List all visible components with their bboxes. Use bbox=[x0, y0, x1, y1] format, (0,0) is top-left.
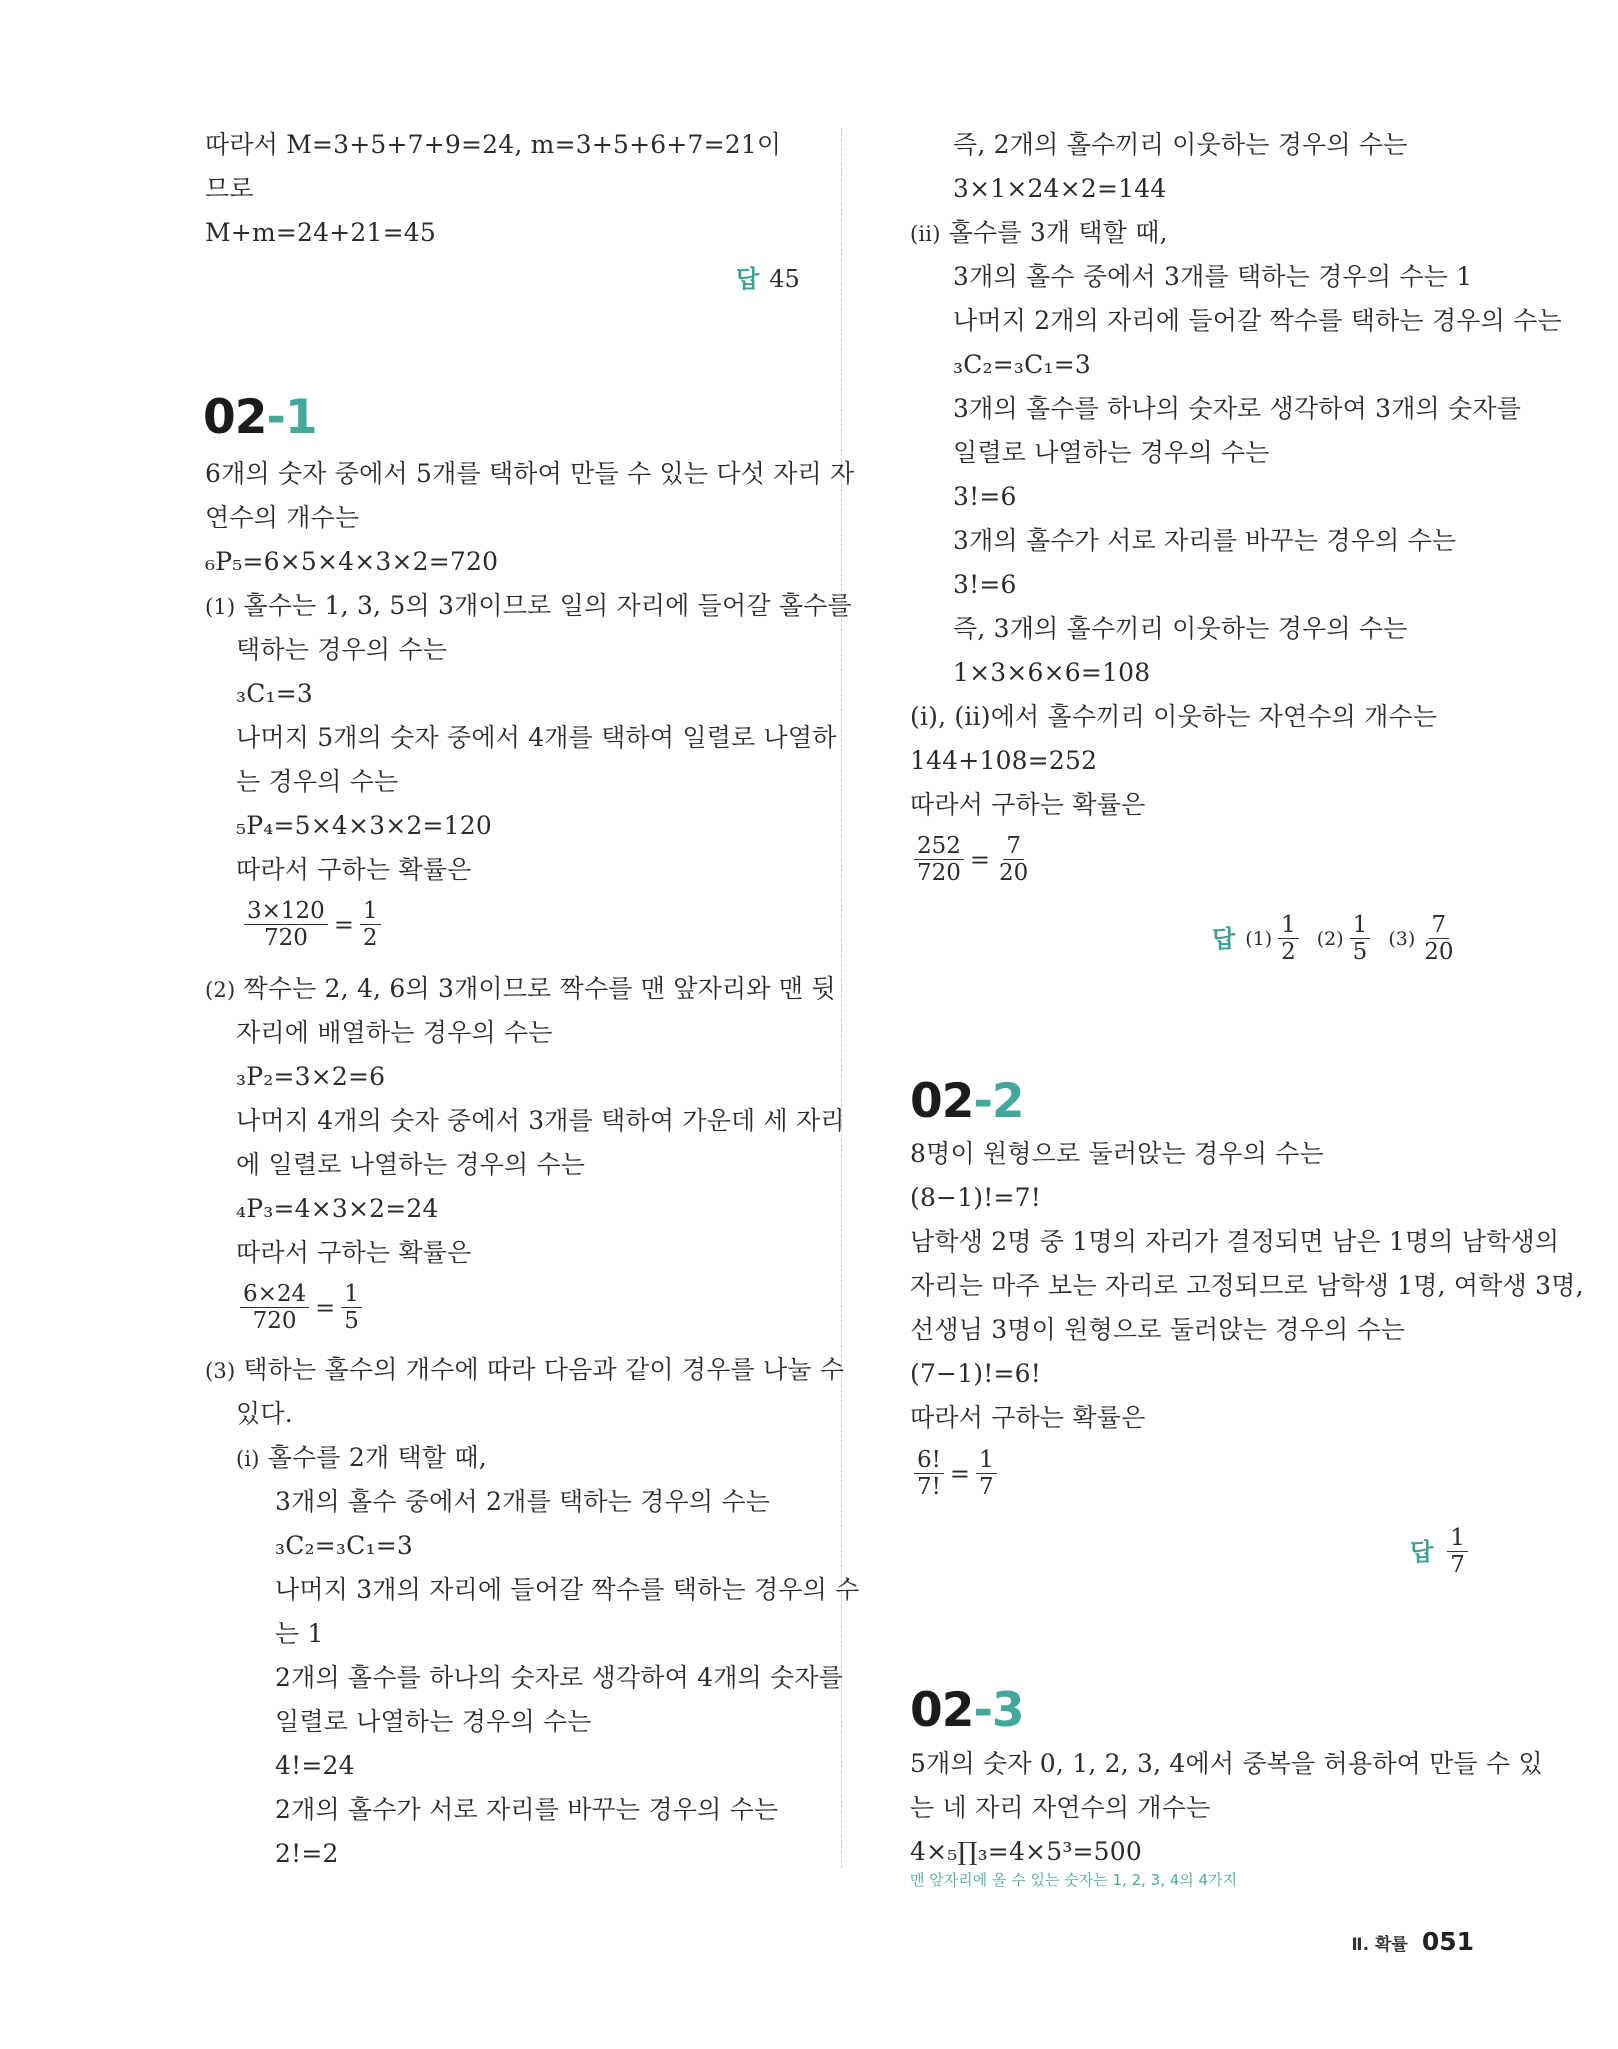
text-line: 따라서 구하는 확률은 bbox=[236, 855, 472, 884]
text-line: 자리에 배열하는 경우의 수는 bbox=[236, 1018, 553, 1047]
item-text: 홀수를 2개 택할 때, bbox=[267, 1443, 487, 1472]
section-heading-02-2 bbox=[910, 1074, 1024, 1130]
text-line: 따라서 구하는 확률은 bbox=[236, 1238, 472, 1267]
text-line: 택하는 경우의 수는 bbox=[236, 635, 448, 664]
text-line: 일렬로 나열하는 경우의 수는 bbox=[275, 1707, 592, 1736]
answer-mark: (2) bbox=[1316, 927, 1344, 950]
equation-line: 144+108=252 bbox=[910, 746, 1098, 775]
fraction bbox=[1421, 912, 1456, 965]
answer-label: 답 bbox=[736, 265, 760, 293]
fraction-equation bbox=[910, 833, 1035, 886]
denominator: 2 bbox=[362, 925, 378, 951]
denominator: 720 bbox=[263, 925, 308, 951]
text-line: 는 경우의 수는 bbox=[236, 767, 399, 796]
equation-line: ₆P₅=6×5×4×3×2=720 bbox=[205, 547, 499, 576]
numerator: 1 bbox=[360, 898, 381, 925]
text-line: 나머지 5개의 숫자 중에서 4개를 택하여 일렬로 나열하 bbox=[236, 723, 837, 752]
text-line: 8명이 원형으로 둘러앉는 경우의 수는 bbox=[910, 1139, 1324, 1168]
fraction bbox=[1350, 912, 1371, 965]
equals-sign: = bbox=[333, 910, 354, 939]
equation-line: 3!=6 bbox=[953, 570, 1017, 599]
text-line bbox=[205, 1353, 844, 1388]
item-mark: (ii) bbox=[910, 222, 941, 246]
numerator: 3×120 bbox=[244, 898, 328, 925]
numerator: 7 bbox=[1003, 833, 1024, 860]
answer bbox=[736, 263, 800, 295]
fraction-equation bbox=[240, 898, 385, 951]
answer bbox=[1212, 912, 1461, 965]
equation-line: 4×₅∏₃=4×5³=500 bbox=[910, 1837, 1142, 1866]
answer-mark: (1) bbox=[1245, 927, 1273, 950]
equation-line: (8−1)!=7! bbox=[910, 1183, 1042, 1212]
text-line: 있다. bbox=[236, 1399, 293, 1428]
fraction-equation bbox=[236, 1281, 366, 1334]
item-text: 택하는 홀수의 개수에 따라 다음과 같이 경우를 나눌 수 bbox=[243, 1355, 845, 1384]
section-heading-02-3 bbox=[910, 1683, 1024, 1739]
denominator: 2 bbox=[1281, 939, 1296, 965]
denominator: 20 bbox=[999, 860, 1029, 886]
equation-line: ₃C₂=₃C₁=3 bbox=[275, 1531, 413, 1560]
answer-value: 45 bbox=[769, 265, 800, 293]
text-line: 3개의 홀수 중에서 2개를 택하는 경우의 수는 bbox=[275, 1487, 771, 1516]
text-line bbox=[205, 972, 836, 1007]
equation-line: (7−1)!=6! bbox=[910, 1359, 1042, 1388]
text-line: M+m=24+21=45 bbox=[205, 218, 436, 247]
text-line: 2개의 홀수가 서로 자리를 바꾸는 경우의 수는 bbox=[275, 1795, 779, 1824]
text-line: 6개의 숫자 중에서 5개를 택하여 만들 수 있는 다섯 자리 자 bbox=[205, 459, 855, 488]
text-line: 남학생 2명 중 1명의 자리가 결정되면 남은 1명의 남학생의 bbox=[910, 1227, 1560, 1256]
text-line: 나머지 2개의 자리에 들어갈 짝수를 택하는 경우의 수는 bbox=[953, 306, 1562, 335]
denominator: 7! bbox=[917, 1474, 941, 1500]
text-line: 는 1 bbox=[275, 1619, 324, 1648]
text-line: 5개의 숫자 0, 1, 2, 3, 4에서 중복을 허용하여 만들 수 있 bbox=[910, 1749, 1543, 1778]
heading-number: 02 bbox=[203, 390, 267, 445]
heading-suffix: 1 bbox=[284, 390, 317, 445]
answer-label: 답 bbox=[1212, 924, 1236, 953]
answer bbox=[1410, 1525, 1472, 1578]
numerator: 6×24 bbox=[240, 1281, 309, 1308]
equation-line: ₅P₄=5×4×3×2=120 bbox=[236, 811, 492, 840]
denominator: 7 bbox=[1450, 1552, 1465, 1578]
numerator: 6! bbox=[914, 1447, 944, 1474]
item-mark: (i) bbox=[236, 1447, 260, 1471]
text-line: 일렬로 나열하는 경우의 수는 bbox=[953, 438, 1270, 467]
section-heading-02-1 bbox=[203, 390, 317, 446]
heading-suffix: 2 bbox=[991, 1074, 1024, 1129]
text-line: (i), (ii)에서 홀수끼리 이웃하는 자연수의 개수는 bbox=[910, 702, 1438, 731]
item-text: 홀수를 3개 택할 때, bbox=[948, 218, 1168, 247]
text-line: 따라서 구하는 확률은 bbox=[910, 790, 1146, 819]
equation-line: ₃P₂=3×2=6 bbox=[236, 1062, 386, 1091]
numerator: 1 bbox=[1350, 912, 1371, 939]
text-line: 2개의 홀수를 하나의 숫자로 생각하여 4개의 숫자를 bbox=[275, 1663, 844, 1692]
text-line: 3개의 홀수가 서로 자리를 바꾸는 경우의 수는 bbox=[953, 526, 1457, 555]
equation-line: 1×3×6×6=108 bbox=[953, 658, 1151, 687]
text-line: 는 네 자리 자연수의 개수는 bbox=[910, 1793, 1211, 1822]
fraction bbox=[341, 1281, 362, 1334]
text-line bbox=[236, 1441, 487, 1476]
numerator: 1 bbox=[341, 1281, 362, 1308]
item-text: 짝수는 2, 4, 6의 3개이므로 짝수를 맨 앞자리와 맨 뒷 bbox=[243, 974, 836, 1003]
item-mark: (3) bbox=[205, 1359, 236, 1383]
equation-line: ₄P₃=4×3×2=24 bbox=[236, 1194, 439, 1223]
text-line: 선생님 3명이 원형으로 둘러앉는 경우의 수는 bbox=[910, 1315, 1406, 1344]
heading-dash: - bbox=[973, 1074, 992, 1129]
text-line: 따라서 M=3+5+7+9=24, m=3+5+6+7=21이 bbox=[205, 130, 782, 159]
text-line: 므로 bbox=[205, 174, 254, 203]
equation-line: 3×1×24×2=144 bbox=[953, 174, 1167, 203]
fraction bbox=[976, 1447, 997, 1500]
heading-dash: - bbox=[266, 390, 285, 445]
text-line: 나머지 3개의 자리에 들어갈 짝수를 택하는 경우의 수 bbox=[275, 1575, 860, 1604]
text-line: 자리는 마주 보는 자리로 고정되므로 남학생 1명, 여학생 3명, bbox=[910, 1271, 1584, 1300]
page-number: 051 bbox=[1421, 1927, 1474, 1956]
text-line bbox=[205, 589, 852, 624]
denominator: 720 bbox=[917, 860, 961, 886]
fraction bbox=[1278, 912, 1299, 965]
text-line: 따라서 구하는 확률은 bbox=[910, 1403, 1146, 1432]
item-mark: (1) bbox=[205, 595, 236, 619]
text-line bbox=[910, 216, 1168, 251]
section-name: Ⅱ. 확률 bbox=[1351, 1935, 1408, 1955]
denominator: 720 bbox=[252, 1308, 297, 1334]
annotation-note: 맨 앞자리에 올 수 있는 숫자는 1, 2, 3, 4의 4가지 bbox=[910, 1871, 1238, 1889]
answer-mark: (3) bbox=[1388, 927, 1416, 950]
numerator: 252 bbox=[914, 833, 964, 860]
denominator: 5 bbox=[344, 1308, 359, 1334]
heading-dash: - bbox=[973, 1683, 992, 1738]
equation-line: 2!=2 bbox=[275, 1839, 339, 1868]
fraction bbox=[996, 833, 1031, 886]
text-line: 3개의 홀수를 하나의 숫자로 생각하여 3개의 숫자를 bbox=[953, 394, 1522, 423]
denominator: 5 bbox=[1352, 939, 1368, 965]
page-footer bbox=[1351, 1927, 1474, 1956]
equation-line: 3!=6 bbox=[953, 482, 1017, 511]
equation-line: ₃C₂=₃C₁=3 bbox=[953, 350, 1091, 379]
item-text: 홀수는 1, 3, 5의 3개이므로 일의 자리에 들어갈 홀수를 bbox=[243, 591, 852, 620]
text-line: 연수의 개수는 bbox=[205, 503, 360, 532]
equals-sign: = bbox=[315, 1293, 336, 1322]
text-line: 3개의 홀수 중에서 3개를 택하는 경우의 수는 1 bbox=[953, 262, 1473, 291]
text-line: 나머지 4개의 숫자 중에서 3개를 택하여 가운데 세 자리 bbox=[236, 1106, 845, 1135]
equation-line: ₃C₁=3 bbox=[236, 679, 314, 708]
equals-sign: = bbox=[949, 1459, 970, 1488]
fraction bbox=[240, 1281, 309, 1334]
item-mark: (2) bbox=[205, 978, 236, 1002]
numerator: 1 bbox=[1447, 1525, 1468, 1552]
fraction bbox=[914, 833, 964, 886]
fraction bbox=[360, 898, 381, 951]
column-divider bbox=[841, 128, 842, 1868]
fraction-equation bbox=[910, 1447, 1001, 1500]
text-line: 에 일렬로 나열하는 경우의 수는 bbox=[236, 1150, 586, 1179]
fraction bbox=[244, 898, 328, 951]
numerator: 1 bbox=[1278, 912, 1299, 939]
fraction bbox=[1447, 1525, 1468, 1578]
heading-suffix: 3 bbox=[991, 1683, 1024, 1738]
fraction bbox=[914, 1447, 944, 1500]
text-line: 즉, 2개의 홀수끼리 이웃하는 경우의 수는 bbox=[953, 130, 1408, 159]
numerator: 1 bbox=[976, 1447, 997, 1474]
equals-sign: = bbox=[969, 845, 991, 874]
denominator: 7 bbox=[979, 1474, 994, 1500]
heading-number: 02 bbox=[910, 1683, 974, 1738]
heading-number: 02 bbox=[910, 1074, 974, 1129]
equation-line: 4!=24 bbox=[275, 1751, 355, 1780]
numerator: 7 bbox=[1429, 912, 1450, 939]
text-line: 즉, 3개의 홀수끼리 이웃하는 경우의 수는 bbox=[953, 614, 1408, 643]
denominator: 20 bbox=[1424, 939, 1454, 965]
answer-label: 답 bbox=[1410, 1537, 1434, 1566]
